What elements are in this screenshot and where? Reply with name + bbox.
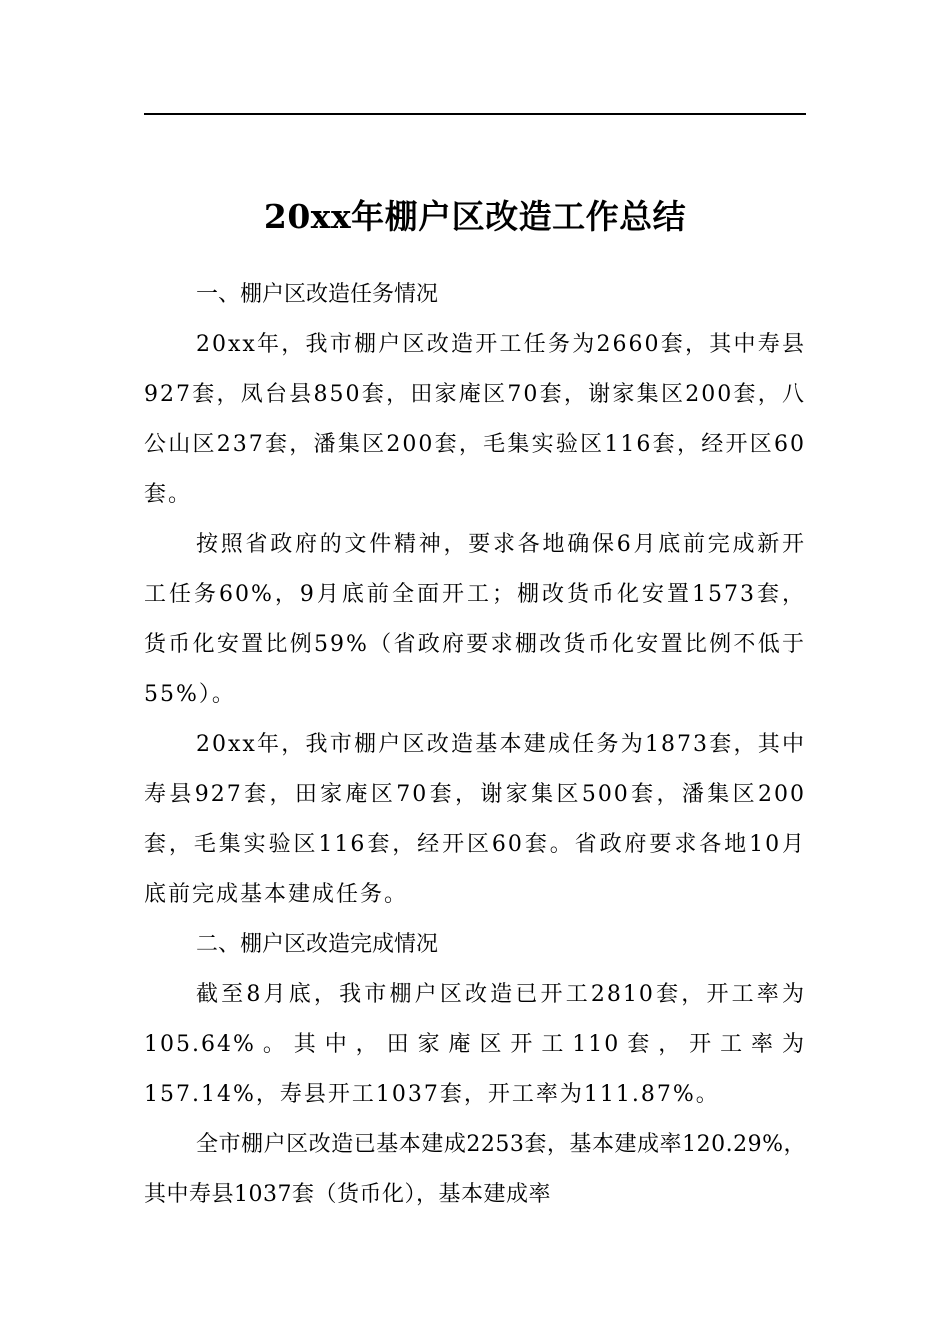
paragraph-provincial-requirements: 按照省政府的文件精神，要求各地确保6月底前完成新开工任务60%，9月底前全面开工；棚改货币化安置1573套，货币化安置比例59%（省政府要求棚改货币化安置比例不低于55%）。 (144, 532, 806, 707)
document-body (144, 270, 806, 1220)
header-rule (144, 113, 806, 115)
section-heading-progress: 二、棚户区改造完成情况 (196, 932, 439, 957)
paragraph-start-tasks: 20xx年，我市棚户区改造开工任务为2660套，其中寿县927套，凤台县850套，田家庵区70套，谢家集区200套，八公山区237套，潘集区200套，毛集实验区116套，经开区60套。 (144, 332, 806, 507)
document-title: 20xx年棚户区改造工作总结 (263, 197, 687, 237)
section-heading-tasks: 一、棚户区改造任务情况 (196, 282, 439, 307)
paragraph-start-progress: 截至8月底，我市棚户区改造已开工2810套，开工率为105.64%。其中，田家庵区开工110套，开工率为157.14%，寿县开工1037套，开工率为111.87%。 (144, 982, 806, 1107)
paragraph-completion-progress: 全市棚户区改造已基本建成2253套，基本建成率120.29%，其中寿县1037套（货币化），基本建成率 (144, 1132, 806, 1207)
paragraph-completion-tasks: 20xx年，我市棚户区改造基本建成任务为1873套，其中寿县927套，田家庵区70套，谢家集区500套，潘集区200套，毛集实验区116套，经开区60套。省政府要求各地10月底前完成基本建成任务。 (144, 732, 806, 907)
